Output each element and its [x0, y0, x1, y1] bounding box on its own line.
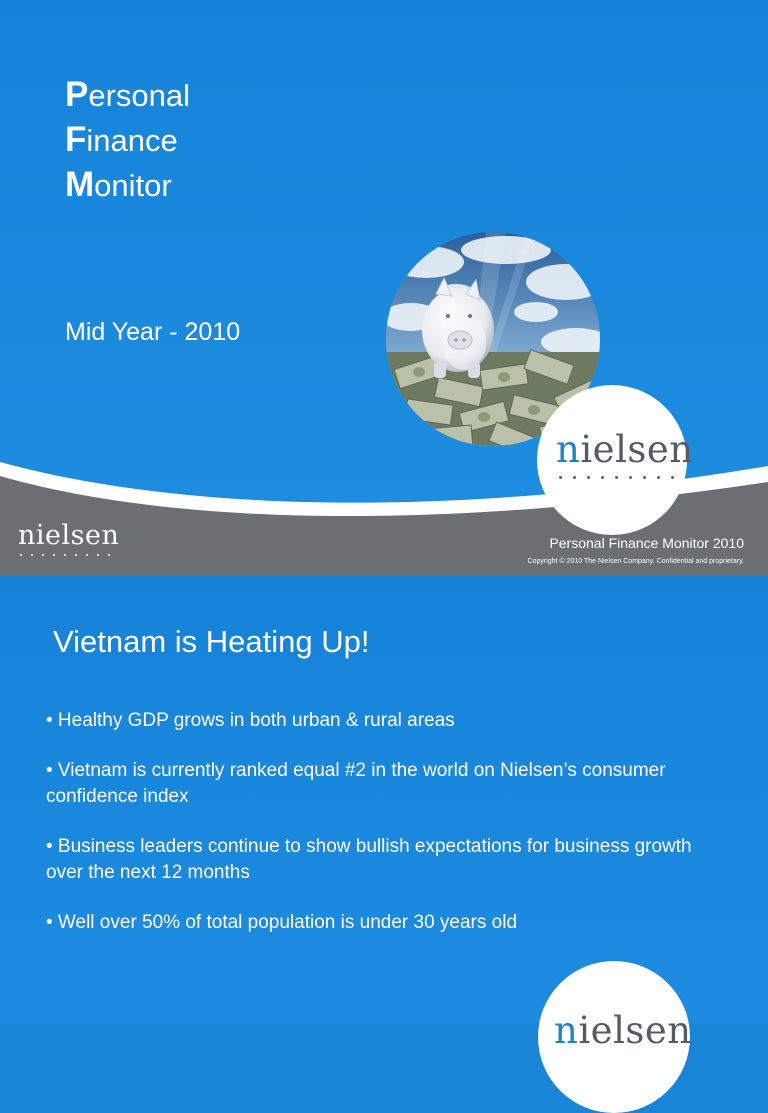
bullet-item: • Business leaders continue to show bullish expectations for business growth over the next 12 months	[46, 836, 692, 883]
logo-dots-footer	[20, 554, 119, 556]
title-line-personal: Personal	[65, 75, 191, 114]
nielsen-logo-partial: nielsen	[554, 1009, 692, 1052]
logo-dots	[559, 476, 694, 479]
bullet-item: • Healthy GDP grows in both urban & rural areas	[46, 710, 455, 731]
title-line-monitor: Monitor	[65, 165, 172, 204]
footer-title: Personal Finance Monitor 2010	[549, 535, 744, 551]
bullet-item: • Well over 50% of total population is under 30 years old	[46, 912, 518, 933]
slide2-title: Vietnam is Heating Up!	[53, 624, 370, 659]
nielsen-logo-footer: nielsen	[18, 522, 119, 556]
content-slide	[0, 576, 768, 1024]
nielsen-logo: nielsen	[556, 430, 694, 479]
bullet-list	[46, 708, 726, 960]
bullet-item: • Vietnam is currently ranked equal #2 in the world on Nielsen’s consumer confidence index	[46, 760, 666, 807]
footer-copyright: Copyright © 2010 The Nielsen Company. Confidential and proprietary.	[527, 558, 744, 565]
slide-title	[65, 72, 190, 207]
slide-subtitle: Mid Year - 2010	[65, 318, 241, 346]
title-line-finance: Finance	[65, 120, 178, 159]
